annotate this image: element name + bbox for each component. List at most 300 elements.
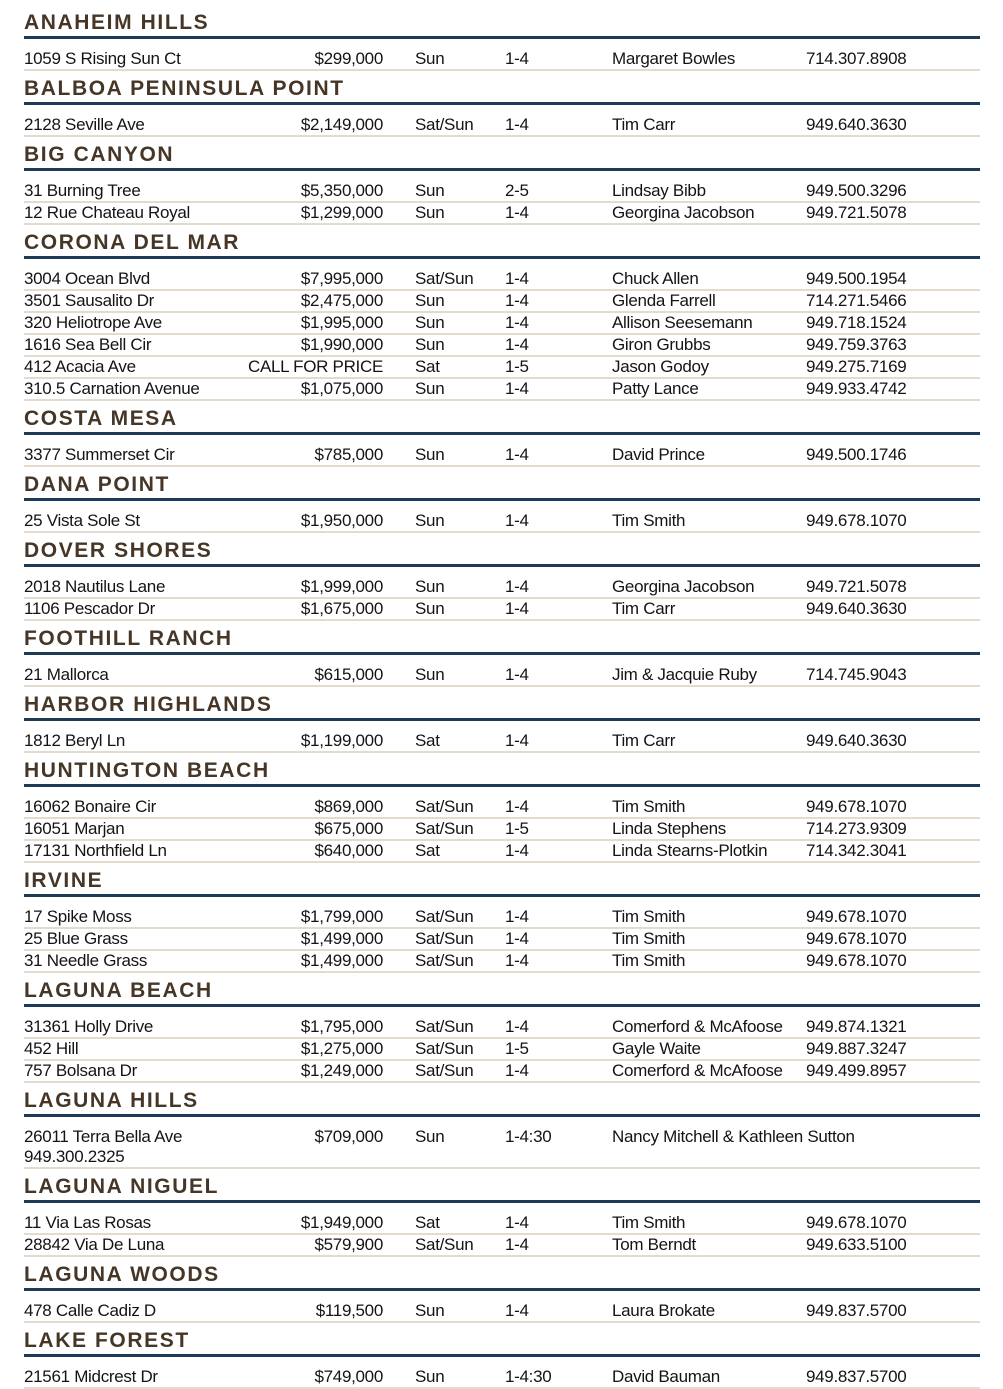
listing-time: 1-5 — [505, 1039, 529, 1058]
listing-day: Sun — [415, 335, 445, 354]
listing-row — [24, 1127, 980, 1169]
listing-address-line1: 12 Rue Chateau Royal — [24, 203, 191, 222]
listing-day: Sun — [415, 379, 445, 398]
listing-address-line1: 1812 Beryl Ln — [24, 731, 126, 750]
listing-agent: Lindsay Bibb — [612, 181, 706, 200]
listing-phone: 714.271.5466 — [806, 291, 907, 310]
listing-time: 1-4 — [505, 665, 529, 684]
listing-address-line1: 11 Via Las Rosas — [24, 1213, 151, 1232]
listing-price: $1,990,000 — [300, 335, 383, 354]
section-header — [24, 1331, 980, 1357]
listing-price: $749,000 — [314, 1367, 383, 1386]
listing-address — [24, 951, 240, 971]
section-header — [24, 13, 980, 39]
listing-row — [24, 907, 980, 929]
listing-time: 1-4 — [505, 1235, 529, 1254]
listing-day: Sat/Sun — [415, 115, 474, 134]
section-header — [24, 1265, 980, 1291]
listing-phone: 949.718.1524 — [806, 313, 907, 332]
listing-time: 1-4 — [505, 1061, 529, 1080]
listing-time: 1-4 — [505, 115, 529, 134]
section-header — [24, 629, 980, 655]
listing-row — [24, 379, 980, 401]
section-header — [24, 871, 980, 897]
listing-address-line2: 949.300.2325 — [24, 1147, 125, 1166]
listing-day: Sun — [415, 577, 445, 596]
listing-agent: Margaret Bowles — [612, 49, 736, 68]
listing-address — [24, 1061, 240, 1081]
listing-agent: Tim Smith — [612, 511, 686, 530]
listing-address-line1: 31 Burning Tree — [24, 181, 141, 200]
listing-phone: 949.678.1070 — [806, 951, 907, 970]
section-header — [24, 1091, 980, 1117]
neighborhood-section — [24, 233, 980, 401]
listing-address — [24, 841, 240, 861]
neighborhood-section — [24, 409, 980, 467]
listing-time: 1-4 — [505, 907, 529, 926]
listing-address-line1: 320 Heliotrope Ave — [24, 313, 162, 332]
listing-address — [24, 599, 240, 619]
section-rows — [24, 787, 980, 863]
neighborhood-section — [24, 629, 980, 687]
section-title: LAGUNA BEACH — [24, 979, 213, 1002]
listing-phone: 949.633.5100 — [806, 1235, 907, 1254]
listing-phone: 949.275.7169 — [806, 357, 907, 376]
listing-phone: 949.887.3247 — [806, 1039, 907, 1058]
listing-time: 1-4 — [505, 291, 529, 310]
listing-price: $1,795,000 — [300, 1017, 383, 1036]
listing-row — [24, 1367, 980, 1389]
section-rows — [24, 501, 980, 533]
listing-price: $2,149,000 — [300, 115, 383, 134]
listing-agent: Linda Stearns-Plotkin — [612, 841, 768, 860]
listing-phone: 949.500.1954 — [806, 269, 907, 288]
listing-phone: 949.837.5700 — [806, 1367, 907, 1386]
listing-agent: Comerford & McAfoose — [612, 1061, 783, 1080]
listing-agent: Nancy Mitchell & Kathleen Sutton — [612, 1127, 855, 1146]
listing-row — [24, 445, 980, 467]
listing-phone: 714.307.8908 — [806, 49, 907, 68]
listing-price: $1,249,000 — [300, 1061, 383, 1080]
listing-address — [24, 797, 240, 817]
listing-day: Sun — [415, 511, 445, 530]
section-title: DOVER SHORES — [24, 539, 213, 562]
section-title: LAGUNA NIGUEL — [24, 1175, 220, 1198]
section-rows — [24, 721, 980, 753]
listing-address — [24, 819, 240, 839]
listing-row — [24, 599, 980, 621]
listing-phone: 714.745.9043 — [806, 665, 907, 684]
listing-phone: 949.837.5700 — [806, 1301, 907, 1320]
listing-row — [24, 841, 980, 863]
listing-address — [24, 731, 240, 751]
listing-row — [24, 951, 980, 973]
listing-address-line1: 3501 Sausalito Dr — [24, 291, 155, 310]
listing-price: $299,000 — [314, 49, 383, 68]
section-title: ANAHEIM HILLS — [24, 11, 210, 34]
listing-address — [24, 907, 240, 927]
section-header — [24, 475, 980, 501]
section-rows — [24, 1117, 980, 1169]
listing-day: Sat — [415, 357, 440, 376]
listing-agent: Tim Smith — [612, 929, 686, 948]
listings-sections — [24, 13, 980, 1389]
section-header — [24, 541, 980, 567]
listing-agent: Tim Smith — [612, 797, 686, 816]
listing-day: Sun — [415, 181, 445, 200]
listing-price: $869,000 — [314, 797, 383, 816]
listing-row — [24, 203, 980, 225]
listing-time: 1-4 — [505, 797, 529, 816]
section-title: LAGUNA WOODS — [24, 1263, 220, 1286]
listing-price: $7,995,000 — [300, 269, 383, 288]
listing-address — [24, 313, 240, 333]
neighborhood-section — [24, 761, 980, 863]
section-title: LAGUNA HILLS — [24, 1089, 199, 1112]
listing-day: Sat/Sun — [415, 269, 474, 288]
section-title: HARBOR HIGHLANDS — [24, 693, 273, 716]
listing-day: Sun — [415, 1301, 445, 1320]
listing-address-line1: 452 Hill — [24, 1039, 79, 1058]
listing-agent: Tim Carr — [612, 599, 676, 618]
section-rows — [24, 1203, 980, 1257]
listing-row — [24, 1235, 980, 1257]
listing-price: $5,350,000 — [300, 181, 383, 200]
neighborhood-section — [24, 1177, 980, 1257]
neighborhood-section — [24, 145, 980, 225]
listing-address-line1: 412 Acacia Ave — [24, 357, 136, 376]
listing-address-line1: 1106 Pescador Dr — [24, 599, 155, 618]
listing-phone: 949.678.1070 — [806, 907, 907, 926]
section-title: HUNTINGTON BEACH — [24, 759, 270, 782]
neighborhood-section — [24, 981, 980, 1083]
listing-time: 1-4 — [505, 929, 529, 948]
listing-address-line1: 31 Needle Grass — [24, 951, 148, 970]
listing-address — [24, 1301, 240, 1321]
listing-price: $709,000 — [314, 1127, 383, 1146]
listing-agent: Jim & Jacquie Ruby — [612, 665, 757, 684]
listing-phone: 949.933.4742 — [806, 379, 907, 398]
section-rows — [24, 1357, 980, 1389]
listing-address — [24, 203, 240, 223]
listing-phone: 714.273.9309 — [806, 819, 907, 838]
section-rows — [24, 655, 980, 687]
listing-time: 1-4:30 — [505, 1367, 552, 1386]
listing-agent: Jason Godoy — [612, 357, 709, 376]
section-header — [24, 761, 980, 787]
listing-address — [24, 1127, 240, 1167]
section-title: COSTA MESA — [24, 407, 178, 430]
section-header — [24, 233, 980, 259]
section-title: IRVINE — [24, 869, 104, 892]
listing-time: 1-4 — [505, 951, 529, 970]
listing-day: Sun — [415, 203, 445, 222]
listing-price: $119,500 — [315, 1301, 383, 1320]
listing-address-line1: 3004 Ocean Blvd — [24, 269, 150, 288]
neighborhood-section — [24, 1331, 980, 1389]
listing-time: 1-4:30 — [505, 1127, 552, 1146]
listing-address-line1: 25 Vista Sole St — [24, 511, 140, 530]
listing-row — [24, 291, 980, 313]
listing-agent: Laura Brokate — [612, 1301, 715, 1320]
listing-price: $1,675,000 — [300, 599, 383, 618]
listing-price: CALL FOR PRICE — [248, 357, 383, 376]
listing-agent: Tim Carr — [612, 731, 676, 750]
listing-time: 1-4 — [505, 313, 529, 332]
listing-agent: Tim Smith — [612, 951, 686, 970]
section-title: FOOTHILL RANCH — [24, 627, 233, 650]
listing-address — [24, 115, 240, 135]
listing-address-line1: 1059 S Rising Sun Ct — [24, 49, 181, 68]
section-title: LAKE FOREST — [24, 1329, 190, 1352]
neighborhood-section — [24, 1265, 980, 1323]
listing-address — [24, 1039, 240, 1059]
listing-address — [24, 269, 240, 289]
listing-agent: Tim Carr — [612, 115, 676, 134]
listing-price: $1,299,000 — [300, 203, 383, 222]
listing-row — [24, 929, 980, 951]
listing-time: 1-4 — [505, 577, 529, 596]
listing-agent: Tom Berndt — [612, 1235, 696, 1254]
listing-day: Sun — [415, 291, 445, 310]
listing-address-line1: 21 Mallorca — [24, 665, 109, 684]
listing-row — [24, 1301, 980, 1323]
listing-row — [24, 1061, 980, 1083]
listing-time: 1-4 — [505, 203, 529, 222]
listing-agent: Georgina Jacobson — [612, 203, 755, 222]
listing-day: Sat/Sun — [415, 1061, 474, 1080]
listing-price: $785,000 — [314, 445, 383, 464]
listing-row — [24, 313, 980, 335]
listing-row — [24, 511, 980, 533]
neighborhood-section — [24, 13, 980, 71]
section-rows — [24, 897, 980, 973]
listing-phone: 949.499.8957 — [806, 1061, 907, 1080]
listing-address — [24, 929, 240, 949]
listing-address — [24, 1367, 240, 1387]
listing-phone: 714.342.3041 — [806, 841, 907, 860]
listing-address-line1: 478 Calle Cadiz D — [24, 1301, 156, 1320]
listing-time: 1-4 — [505, 599, 529, 618]
listing-day: Sat — [415, 841, 440, 860]
listing-phone: 949.678.1070 — [806, 511, 907, 530]
listing-phone: 949.640.3630 — [806, 599, 907, 618]
listing-phone: 949.721.5078 — [806, 203, 907, 222]
listing-agent: Chuck Allen — [612, 269, 699, 288]
listing-time: 1-5 — [505, 819, 529, 838]
section-rows — [24, 171, 980, 225]
listing-price: $1,499,000 — [300, 951, 383, 970]
listing-time: 2-5 — [505, 181, 529, 200]
listing-row — [24, 577, 980, 599]
neighborhood-section — [24, 695, 980, 753]
listing-time: 1-4 — [505, 511, 529, 530]
listing-phone: 949.759.3763 — [806, 335, 907, 354]
listing-address-line1: 3377 Summerset Cir — [24, 445, 175, 464]
listing-agent: David Bauman — [612, 1367, 720, 1386]
listing-price: $1,949,000 — [300, 1213, 383, 1232]
section-header — [24, 145, 980, 171]
section-rows — [24, 1007, 980, 1083]
listing-day: Sun — [415, 313, 445, 332]
listing-address — [24, 1235, 240, 1255]
listing-time: 1-4 — [505, 379, 529, 398]
listing-phone: 949.640.3630 — [806, 115, 907, 134]
neighborhood-section — [24, 475, 980, 533]
listing-phone: 949.640.3630 — [806, 731, 907, 750]
listing-row — [24, 1017, 980, 1039]
listing-address — [24, 379, 240, 399]
listing-address-line1: 2018 Nautilus Lane — [24, 577, 166, 596]
listing-time: 1-4 — [505, 1017, 529, 1036]
listing-price: $1,199,000 — [300, 731, 383, 750]
section-title: BALBOA PENINSULA POINT — [24, 77, 345, 100]
listing-address-line1: 17 Spike Moss — [24, 907, 132, 926]
listing-address — [24, 1017, 240, 1037]
section-header — [24, 79, 980, 105]
listing-row — [24, 335, 980, 357]
section-title: CORONA DEL MAR — [24, 231, 241, 254]
section-rows — [24, 567, 980, 621]
listing-address-line1: 21561 Midcrest Dr — [24, 1367, 158, 1386]
listing-phone: 949.500.3296 — [806, 181, 907, 200]
section-title: DANA POINT — [24, 473, 170, 496]
listing-time: 1-4 — [505, 1213, 529, 1232]
listing-agent: David Prince — [612, 445, 705, 464]
listing-row — [24, 115, 980, 137]
listing-day: Sun — [415, 1367, 445, 1386]
listing-agent: Allison Seesemann — [612, 313, 753, 332]
listing-address-line1: 25 Blue Grass — [24, 929, 128, 948]
listing-row — [24, 49, 980, 71]
listing-agent: Georgina Jacobson — [612, 577, 755, 596]
listing-phone: 949.721.5078 — [806, 577, 907, 596]
listing-day: Sat/Sun — [415, 1235, 474, 1254]
listing-day: Sun — [415, 665, 445, 684]
listing-row — [24, 357, 980, 379]
listing-price: $1,499,000 — [300, 929, 383, 948]
listing-time: 1-4 — [505, 1301, 529, 1320]
listing-price: $615,000 — [314, 665, 383, 684]
listing-address — [24, 335, 240, 355]
listing-time: 1-4 — [505, 269, 529, 288]
section-header — [24, 695, 980, 721]
listing-row — [24, 181, 980, 203]
section-rows — [24, 259, 980, 401]
listing-agent: Glenda Farrell — [612, 291, 716, 310]
listing-day: Sun — [415, 599, 445, 618]
listing-price: $1,950,000 — [300, 511, 383, 530]
listing-day: Sat/Sun — [415, 1039, 474, 1058]
listing-row — [24, 665, 980, 687]
section-header — [24, 1177, 980, 1203]
listing-address — [24, 665, 240, 685]
listing-address — [24, 291, 240, 311]
listing-time: 1-4 — [505, 49, 529, 68]
listing-address-line1: 16062 Bonaire Cir — [24, 797, 156, 816]
listing-address — [24, 511, 240, 531]
listing-address-line1: 16051 Marjan — [24, 819, 125, 838]
listing-day: Sun — [415, 445, 445, 464]
listing-agent: Tim Smith — [612, 1213, 686, 1232]
listing-row — [24, 1213, 980, 1235]
neighborhood-section — [24, 1091, 980, 1169]
section-header — [24, 409, 980, 435]
listing-time: 1-4 — [505, 841, 529, 860]
listing-price: $579,900 — [314, 1235, 383, 1254]
listing-time: 1-4 — [505, 335, 529, 354]
neighborhood-section — [24, 871, 980, 973]
section-title: BIG CANYON — [24, 143, 175, 166]
listing-day: Sun — [415, 49, 445, 68]
listing-phone: 949.678.1070 — [806, 797, 907, 816]
listing-day: Sat/Sun — [415, 819, 474, 838]
listing-phone: 949.678.1070 — [806, 1213, 907, 1232]
listing-phone: 949.500.1746 — [806, 445, 907, 464]
listing-price: $2,475,000 — [300, 291, 383, 310]
listing-address-line1: 28842 Via De Luna — [24, 1235, 165, 1254]
listing-day: Sat/Sun — [415, 929, 474, 948]
listing-agent: Patty Lance — [612, 379, 699, 398]
listing-address-line1: 2128 Seville Ave — [24, 115, 145, 134]
listing-address-line1: 31361 Holly Drive — [24, 1017, 154, 1036]
listing-price: $1,075,000 — [300, 379, 383, 398]
listing-agent: Comerford & McAfoose — [612, 1017, 783, 1036]
listing-row — [24, 1039, 980, 1061]
listing-time: 1-4 — [505, 731, 529, 750]
listing-address — [24, 357, 240, 377]
listing-address-line1: 1616 Sea Bell Cir — [24, 335, 152, 354]
listing-address — [24, 1213, 240, 1233]
listing-address-line1: 17131 Northfield Ln — [24, 841, 167, 860]
section-rows — [24, 105, 980, 137]
listing-day: Sat/Sun — [415, 907, 474, 926]
listing-price: $640,000 — [314, 841, 383, 860]
listing-agent: Giron Grubbs — [612, 335, 711, 354]
section-rows — [24, 435, 980, 467]
section-header — [24, 981, 980, 1007]
listing-row — [24, 269, 980, 291]
listing-row — [24, 731, 980, 753]
listing-day: Sat/Sun — [415, 797, 474, 816]
listing-time: 1-5 — [505, 357, 529, 376]
listing-agent: Tim Smith — [612, 907, 686, 926]
listing-address — [24, 445, 240, 465]
listing-address — [24, 577, 240, 597]
listing-address — [24, 49, 240, 69]
listing-agent: Gayle Waite — [612, 1039, 701, 1058]
listing-price: $1,999,000 — [300, 577, 383, 596]
listing-day: Sat — [415, 1213, 440, 1232]
listing-price: $1,799,000 — [300, 907, 383, 926]
listing-address-line1: 26011 Terra Bella Ave — [24, 1127, 183, 1146]
listing-address-line1: 757 Bolsana Dr — [24, 1061, 137, 1080]
listing-time: 1-4 — [505, 445, 529, 464]
listing-price: $1,995,000 — [300, 313, 383, 332]
listing-phone: 949.678.1070 — [806, 929, 907, 948]
listing-address-line1: 310.5 Carnation Avenue — [24, 379, 200, 398]
listing-agent: Linda Stephens — [612, 819, 726, 838]
neighborhood-section — [24, 79, 980, 137]
section-rows — [24, 39, 980, 71]
listing-row — [24, 797, 980, 819]
listing-address — [24, 181, 240, 201]
listing-phone: 949.874.1321 — [806, 1017, 907, 1036]
listing-day: Sun — [415, 1127, 445, 1146]
listing-day: Sat/Sun — [415, 1017, 474, 1036]
listing-row — [24, 819, 980, 841]
listing-price: $1,275,000 — [300, 1039, 383, 1058]
